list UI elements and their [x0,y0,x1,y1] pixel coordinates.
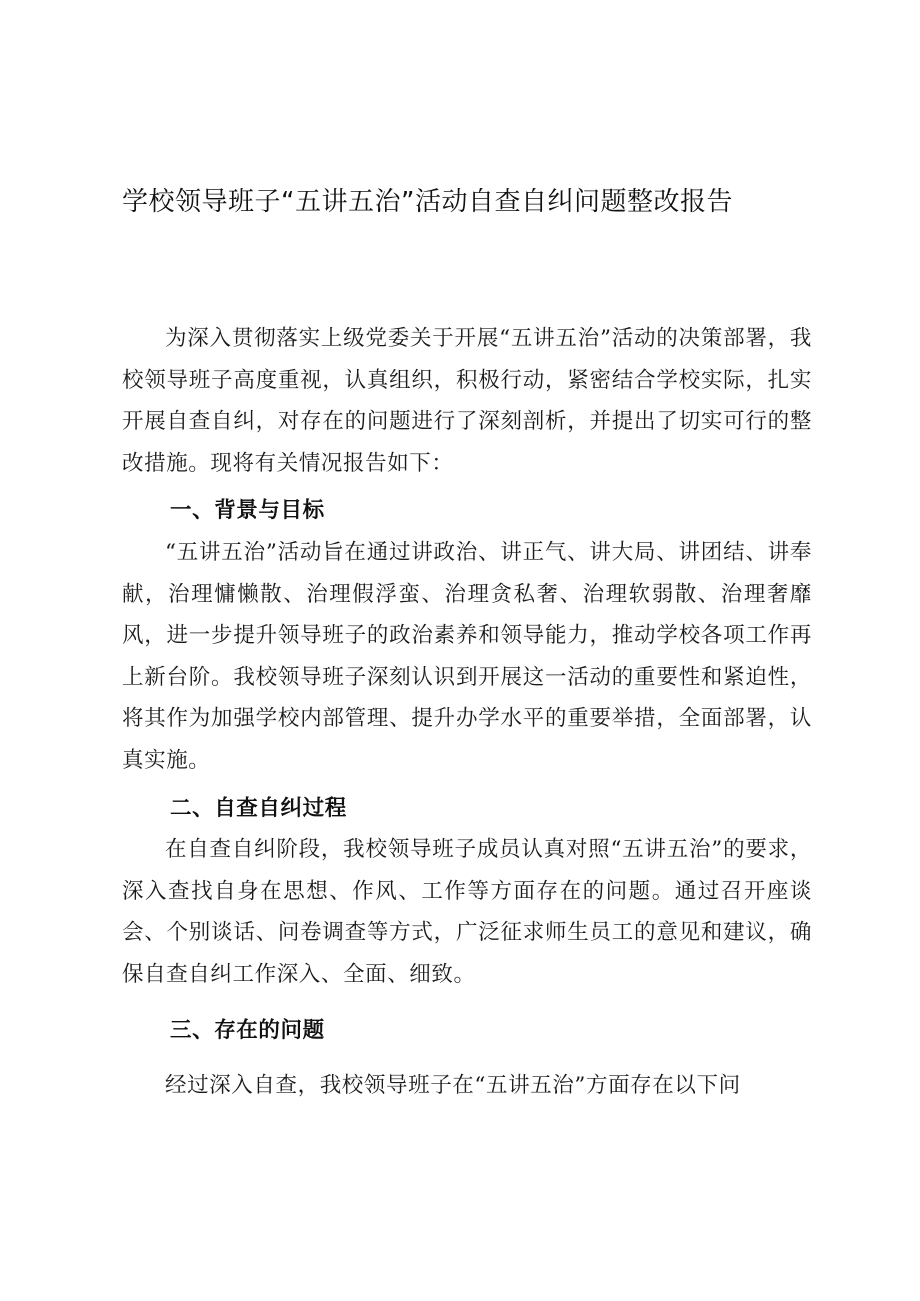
section-paragraph-problems: 经过深入自查，我校领导班子在“五讲五治”方面存在以下问 [165,1073,741,1099]
spacer [122,1051,812,1065]
section-heading-background: 一、背景与目标 [170,498,325,524]
section-heading-problems: 三、存在的问题 [170,1017,325,1043]
document-title: 学校领导班子“五讲五治”活动自查自纠问题整改报告 [122,187,733,217]
section-paragraph-process: 在自查自纠阶段，我校领导班子成员认真对照“五讲五治”的要求，深入查找自身在思想、作风、工作等方面存在的问题。通过召开座谈会、个别谈话、问卷调查等方式，广泛征求师生员工的意见和建议，确保自查自纠工作深入、全面、细致。 [122,837,812,987]
section-heading-process: 二、自查自纠过程 [170,795,347,821]
document-body [122,318,812,1107]
spacer [122,996,812,1010]
section-paragraph-background: “五讲五治”活动旨在通过讲政治、讲正气、讲大局、讲团结、讲奉献，治理慵懒散、治理假浮蛮、治理贪私奢、治理软弱散、治理奢靡风，进一步提升领导班子的政治素养和领导能力，推动学校各项工作再上新台阶。我校领导班子深刻认识到开展这一活动的重要性和紧迫性，将其作为加强学校内部管理、提升办学水平的重要举措，全面部署，认真实施。 [122,539,812,773]
intro-paragraph: 为深入贯彻落实上级党委关于开展“五讲五治”活动的决策部署，我校领导班子高度重视，认真组织，积极行动，紧密结合学校实际，扎实开展自查自纠，对存在的问题进行了深刻剖析，并提出了切实可行的整改措施。现将有关情况报告如下： [122,326,812,476]
